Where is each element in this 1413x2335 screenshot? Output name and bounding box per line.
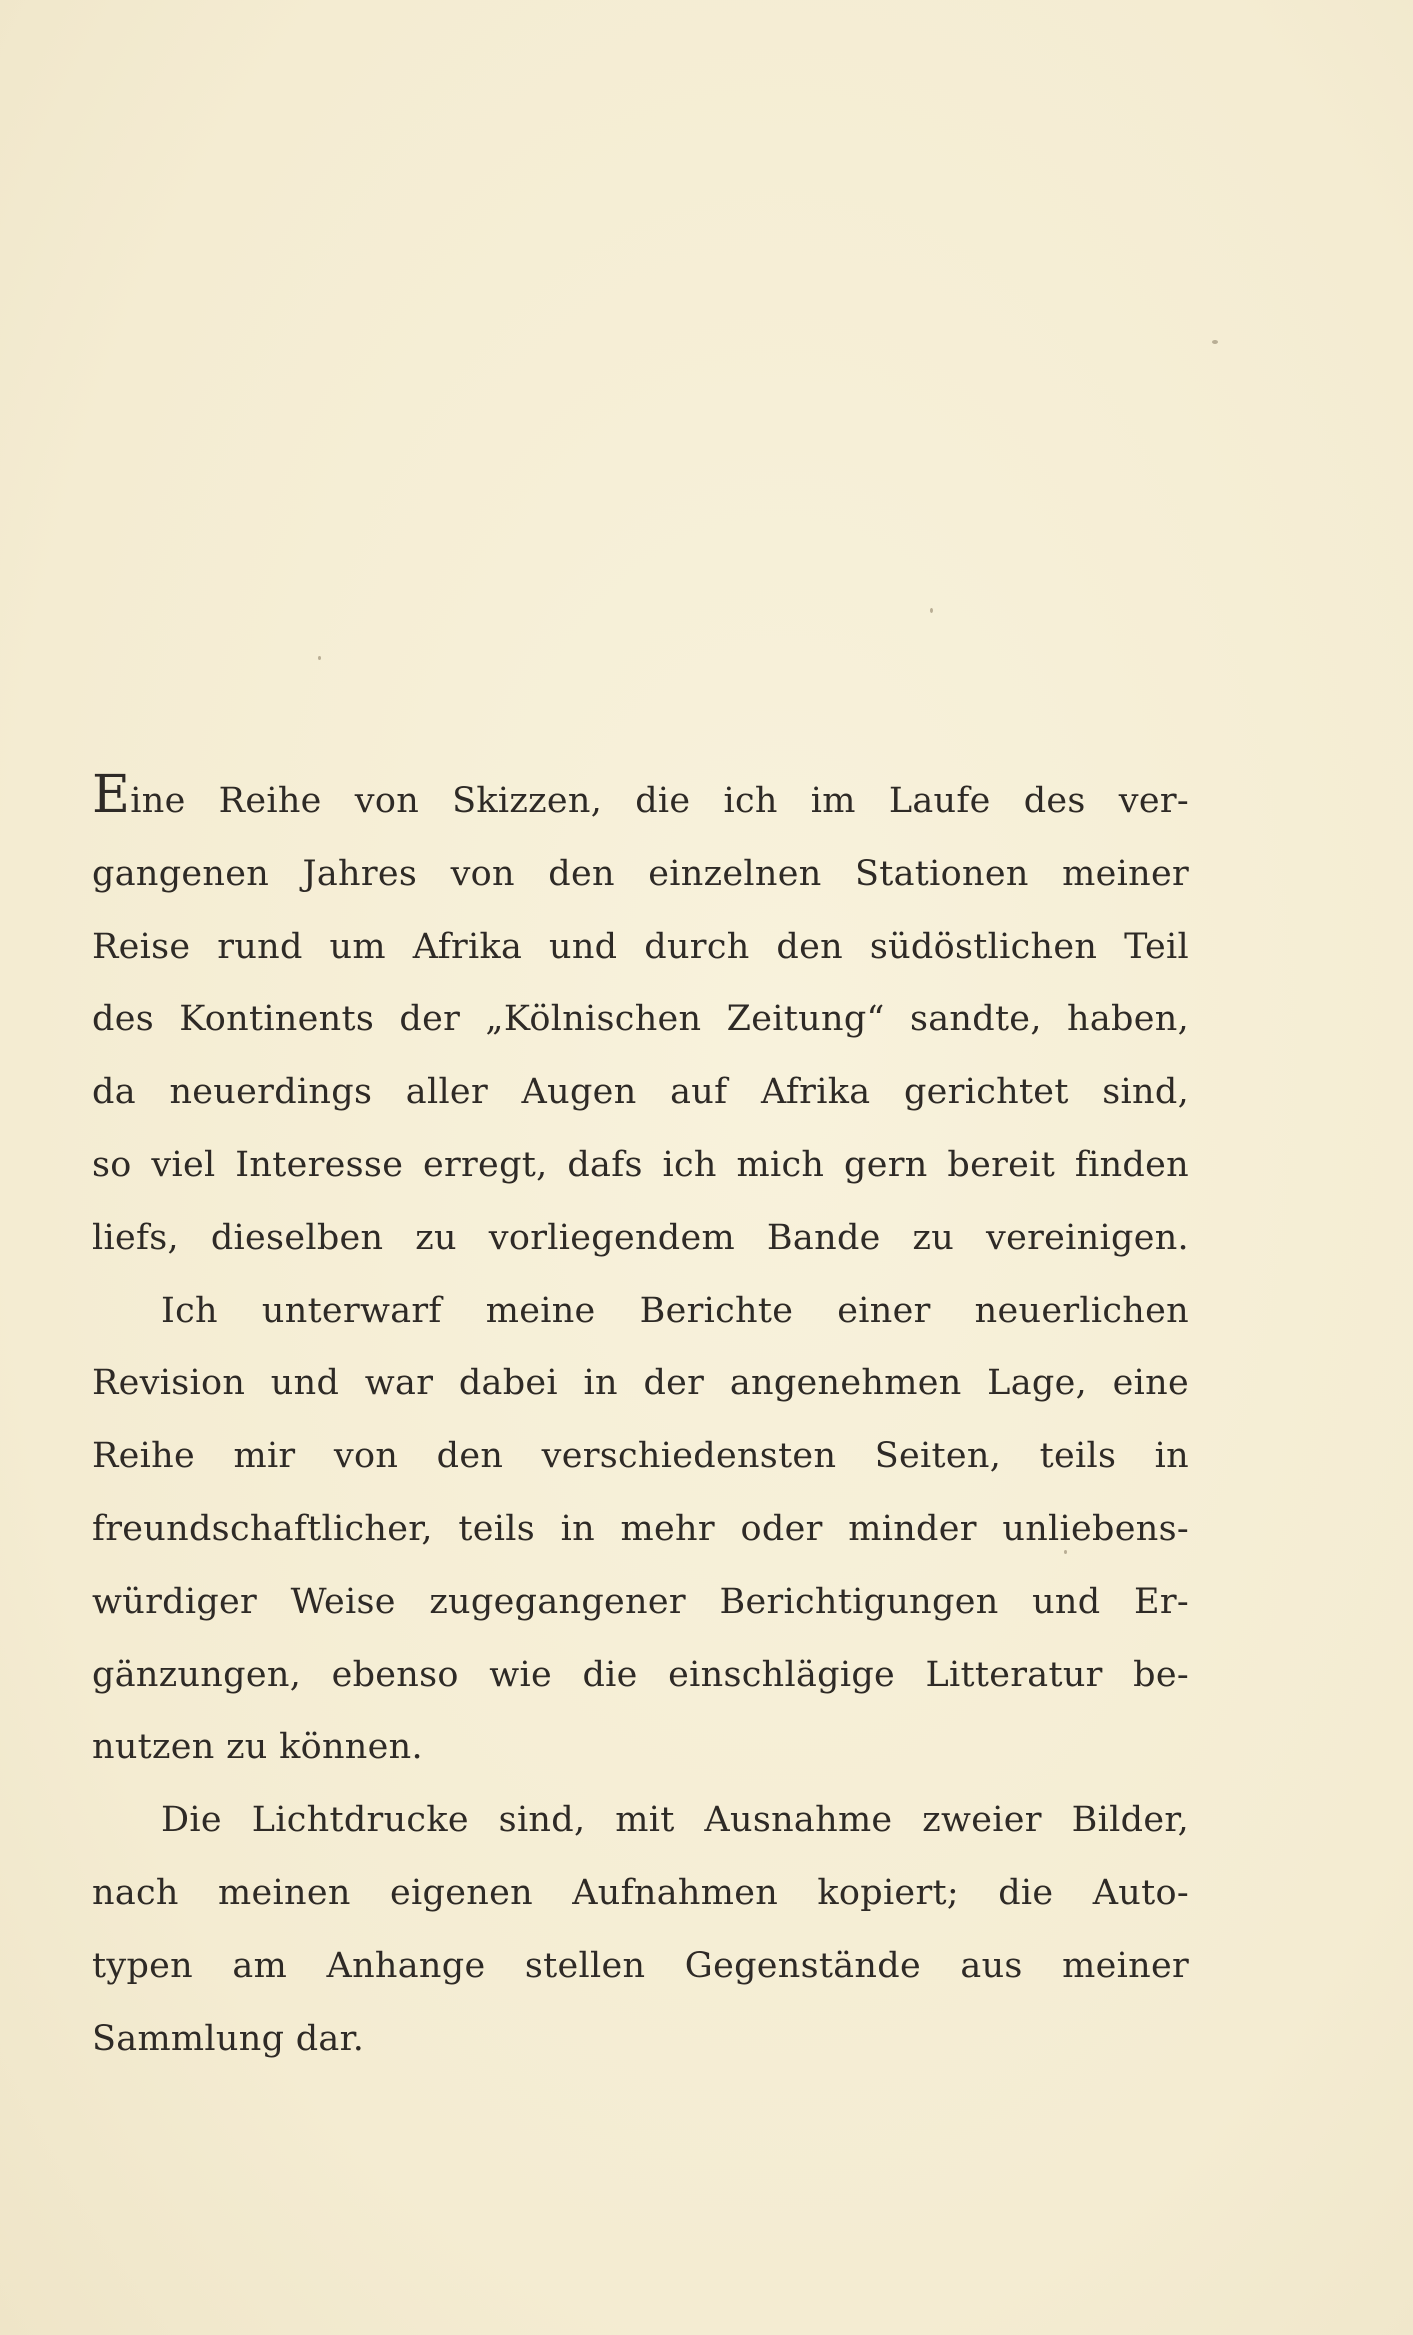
text-line: liefs, dieselben zu vorliegendem Bande zu vereinigen. [92, 1217, 1189, 1258]
text-line: Ich unterwarf meine Berichte einer neuerlichen [161, 1290, 1189, 1331]
text-line: Revision und war dabei in der angenehmen Lage, eine [92, 1363, 1189, 1404]
text-line: Eine Reihe von Skizzen, die ich im Laufe des ver- [92, 765, 1189, 825]
text-line: Reihe mir von den verschiedensten Seiten, teils in [92, 1436, 1189, 1477]
paper-speck [1212, 340, 1218, 344]
drop-cap: E [92, 765, 131, 825]
text-line: Reise rund um Afrika und durch den südöstlichen Teil [92, 926, 1189, 967]
text-line: würdiger Weise zugegangener Berichtigungen und Er- [92, 1581, 1189, 1622]
paper-speck [930, 608, 933, 613]
paper-speck [318, 656, 321, 660]
text-line: gänzungen, ebenso wie die einschlägige Litteratur be- [92, 1654, 1189, 1695]
text-line: nach meinen eigenen Aufnahmen kopiert; die Auto- [92, 1872, 1189, 1913]
text-line: Die Lichtdrucke sind, mit Ausnahme zweier Bilder, [161, 1800, 1189, 1841]
text-line: freundschaftlicher, teils in mehr oder minder unliebens- [92, 1508, 1189, 1549]
text-line: nutzen zu können. [92, 1727, 423, 1768]
text-line: da neuerdings aller Augen auf Afrika gerichtet sind, [92, 1072, 1189, 1113]
text-line: so viel Interesse erregt, dafs ich mich gern bereit finden [92, 1144, 1189, 1185]
text-line: gangenen Jahres von den einzelnen Stationen meiner [92, 853, 1189, 894]
preface-text [92, 765, 1189, 2075]
text-line: typen am Anhange stellen Gegenstände aus meiner [92, 1945, 1189, 1986]
text-line: des Kontinents der „Kölnischen Zeitung“ sandte, haben, [92, 999, 1189, 1040]
text-line: Sammlung dar. [92, 2018, 365, 2059]
